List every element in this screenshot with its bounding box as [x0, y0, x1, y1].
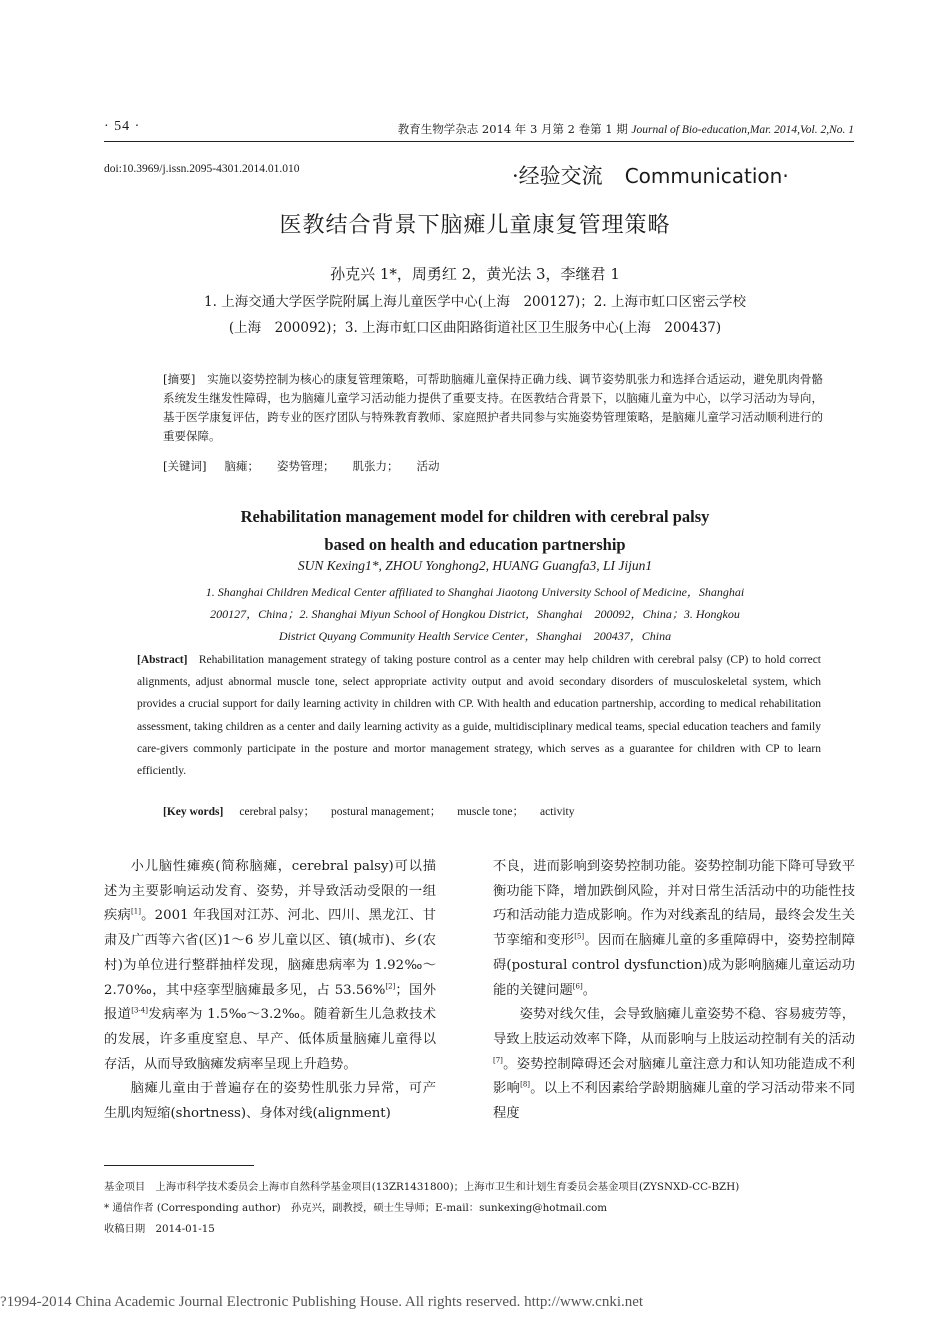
citation: [2] — [385, 982, 396, 991]
citation: [1] — [131, 907, 141, 916]
citation: [6] — [572, 982, 583, 991]
body-paragraph — [104, 855, 436, 1077]
article-title-cn: 医教结合背景下脑瘫儿童康复管理策略 — [279, 213, 671, 238]
body-column-right — [493, 855, 855, 1127]
body-text: 发病率为 1.5‰～3.2‰。随着新生儿急救技术的发展，许多重度窒息、早产、低体质量脑瘫儿童得以存活，从而导致脑瘫发病率呈现上升趋势。 — [104, 1007, 437, 1072]
keyword-cn: 姿势管理； — [276, 459, 335, 473]
citation: [3-4] — [131, 1006, 148, 1015]
journal-name-en: Journal of Bio-education,Mar. 2014,Vol. 2,No. 1 — [631, 124, 854, 136]
abstract-en-label: [Abstract] — [137, 654, 188, 666]
doi: doi:10.3969/j.issn.2095-4301.2014.01.010 — [104, 163, 300, 175]
section-tag — [512, 160, 789, 190]
title-en-line: Rehabilitation management model for children with cerebral palsy — [240, 507, 710, 526]
keyword-en: muscle tone； — [457, 806, 524, 818]
citation: [8] — [520, 1080, 531, 1089]
affiliation-en-line: 200127，China；2. Shanghai Miyun School of Hongkou District，Shanghai 200092，China；3. Hongkou — [210, 607, 740, 621]
citation: [7] — [493, 1056, 503, 1065]
body-text: 姿势对线欠佳，会导致脑瘫儿童姿势不稳、容易疲劳等，导致上肢运动效率下降，从而影响与上肢运动控制有关的活动 — [493, 1007, 855, 1047]
keyword-cn: 脑瘫； — [224, 459, 259, 473]
authors-en: SUN Kexing1*, ZHOU Yonghong2, HUANG Guangfa3, LI Jijun1 — [297, 558, 653, 573]
keyword-cn: 肌张力； — [352, 459, 399, 473]
abstract-cn-label: [摘要] — [163, 372, 196, 386]
affiliation-en-line: 1. Shanghai Children Medical Center affiliated to Shanghai Jiaotong University School of Medicine，Shanghai — [205, 585, 745, 599]
keyword-cn: 活动 — [416, 459, 440, 473]
body-paragraph — [493, 1003, 855, 1127]
title-en-line: based on health and education partnership — [324, 535, 626, 554]
page-number: · 54 · — [104, 119, 141, 134]
body-text: 。因而在脑瘫儿童的多重障碍中，姿势控制障碍(postural control dysfunction)成为影响脑瘫儿童运动功能的关键问题 — [493, 933, 856, 998]
journal-name-cn: 教育生物学杂志 2014 年 3 月第 2 卷第 1 期 — [397, 122, 628, 136]
keyword-en: activity — [539, 806, 575, 818]
affiliation-en-line: District Quyang Community Health Service Center，Shanghai 200437，China — [278, 629, 672, 643]
abstract-en — [137, 649, 821, 782]
body-text: 。以上不利因素给学龄期脑瘫儿童的学习活动带来不同程度 — [493, 1081, 856, 1122]
body-column-left — [104, 855, 436, 1127]
keyword-en: cerebral palsy； — [239, 806, 316, 818]
affiliation-cn-line: 1. 上海交通大学医学院附属上海儿童医学中心(上海 200127)；2. 上海市虹口区密云学校 — [204, 294, 746, 310]
section-tag-en: Communication· — [624, 164, 789, 188]
body-text: ；国外报道 — [104, 982, 436, 1023]
keyword-en: postural management； — [331, 806, 442, 818]
section-tag-cn: ·经验交流 — [512, 164, 603, 188]
affiliation-cn-line: (上海 200092)；3. 上海市虹口区曲阳路街道社区卫生服务中心(上海 200437) — [228, 320, 722, 336]
article-title-en — [0, 503, 950, 559]
authors-cn: 孙克兴 1*，周勇红 2，黄光法 3，李继君 1 — [330, 265, 620, 283]
body-text: 不良，进而影响到姿势控制功能。姿势控制功能下降可导致平衡功能下降，增加跌倒风险，并对日常生活活动中的功能性技巧和活动能力造成影响。作为对线紊乱的结局，最终会发生关节挛缩和变形 — [493, 859, 855, 949]
citation: [5] — [574, 932, 585, 941]
body-text: 。2001 年我国对江苏、河北、四川、黑龙江、甘肃及广西等六省(区)1～6 岁儿童以区、镇(城市)、乡(农村)为单位进行整群抽样发现，脑瘫患病率为 1.92‰～2.70‰，其中痉挛型脑瘫最多见，占 53.56% — [104, 908, 436, 998]
abstract-cn-text: 实施以姿势控制为核心的康复管理策略，可帮助脑瘫儿童保持正确力线、调节姿势肌张力和选择合适运动，避免肌肉骨骼系统发生继发性障碍，也为脑瘫儿童学习活动能力提供了重要支持。在医教结合背景下，以脑瘫儿童为中心，以学习活动为导向，基于医学康复评估，跨专业的医疗团队与特殊教育教师、家庭照护者共同参与实施姿势管理策略，是脑瘫儿童学习活动顺利进行的重要保障。 — [163, 372, 823, 443]
body-paragraph — [493, 855, 855, 1003]
abstract-cn — [163, 370, 823, 446]
copyright-notice: ?1994-2014 China Academic Journal Electronic Publishing House. All rights reserved. http://www.cnki.net — [0, 1294, 644, 1310]
keywords-cn-label: [关键词] — [163, 459, 207, 473]
header-rule — [104, 141, 854, 142]
keywords-cn — [163, 458, 439, 474]
footnote-rule — [104, 1165, 254, 1166]
footnote-funding: 基金项目 上海市科学技术委员会上海市自然科学基金项目(13ZR1431800)；上海市卫生和计划生育委员会基金项目(ZYSNXD-CC-BZH) — [104, 1181, 740, 1193]
keywords-en — [163, 803, 574, 819]
footnote-received-date: 收稿日期 2014-01-15 — [104, 1223, 215, 1235]
keywords-en-label: [Key words] — [163, 806, 224, 818]
body-paragraph: 脑瘫儿童由于普遍存在的姿势性肌张力异常，可产生肌肉短缩(shortness)、身体对线(alignment) — [104, 1081, 436, 1122]
body-text: 。 — [582, 982, 596, 998]
body-text: 。姿势控制障碍还会对脑瘫儿童注意力和认知功能造成不利影响 — [493, 1056, 855, 1097]
running-header — [398, 121, 854, 137]
body-text: 小儿脑性瘫痪(简称脑瘫，cerebral palsy)可以描述为主要影响运动发育、姿势，并导致活动受限的一组疾病 — [104, 859, 436, 924]
abstract-en-text: Rehabilitation management strategy of taking posture control as a center may help children with cerebral palsy (CP) to hold correct alignments, adjust abnormal muscle tone, select appropriate activity output and avoid secondary disorders of musculoskeletal system, which provides a crucial support for daily learning activity in children with CP. With health and education partnership, according to medical rehabilitation assessment, taking children as a center and daily learning activity as a guide, multidisciplinary medical teams, special education teachers and family care-givers commonly participate in the posture and mortor management strategy, which serves as a guarantee for children with CP to learn efficiently. — [137, 654, 822, 778]
footnote-corresponding-author: * 通信作者 (Corresponding author) 孙克兴，副教授，硕士生导师；E-mail：sunkexing@hotmail.com — [104, 1202, 608, 1214]
